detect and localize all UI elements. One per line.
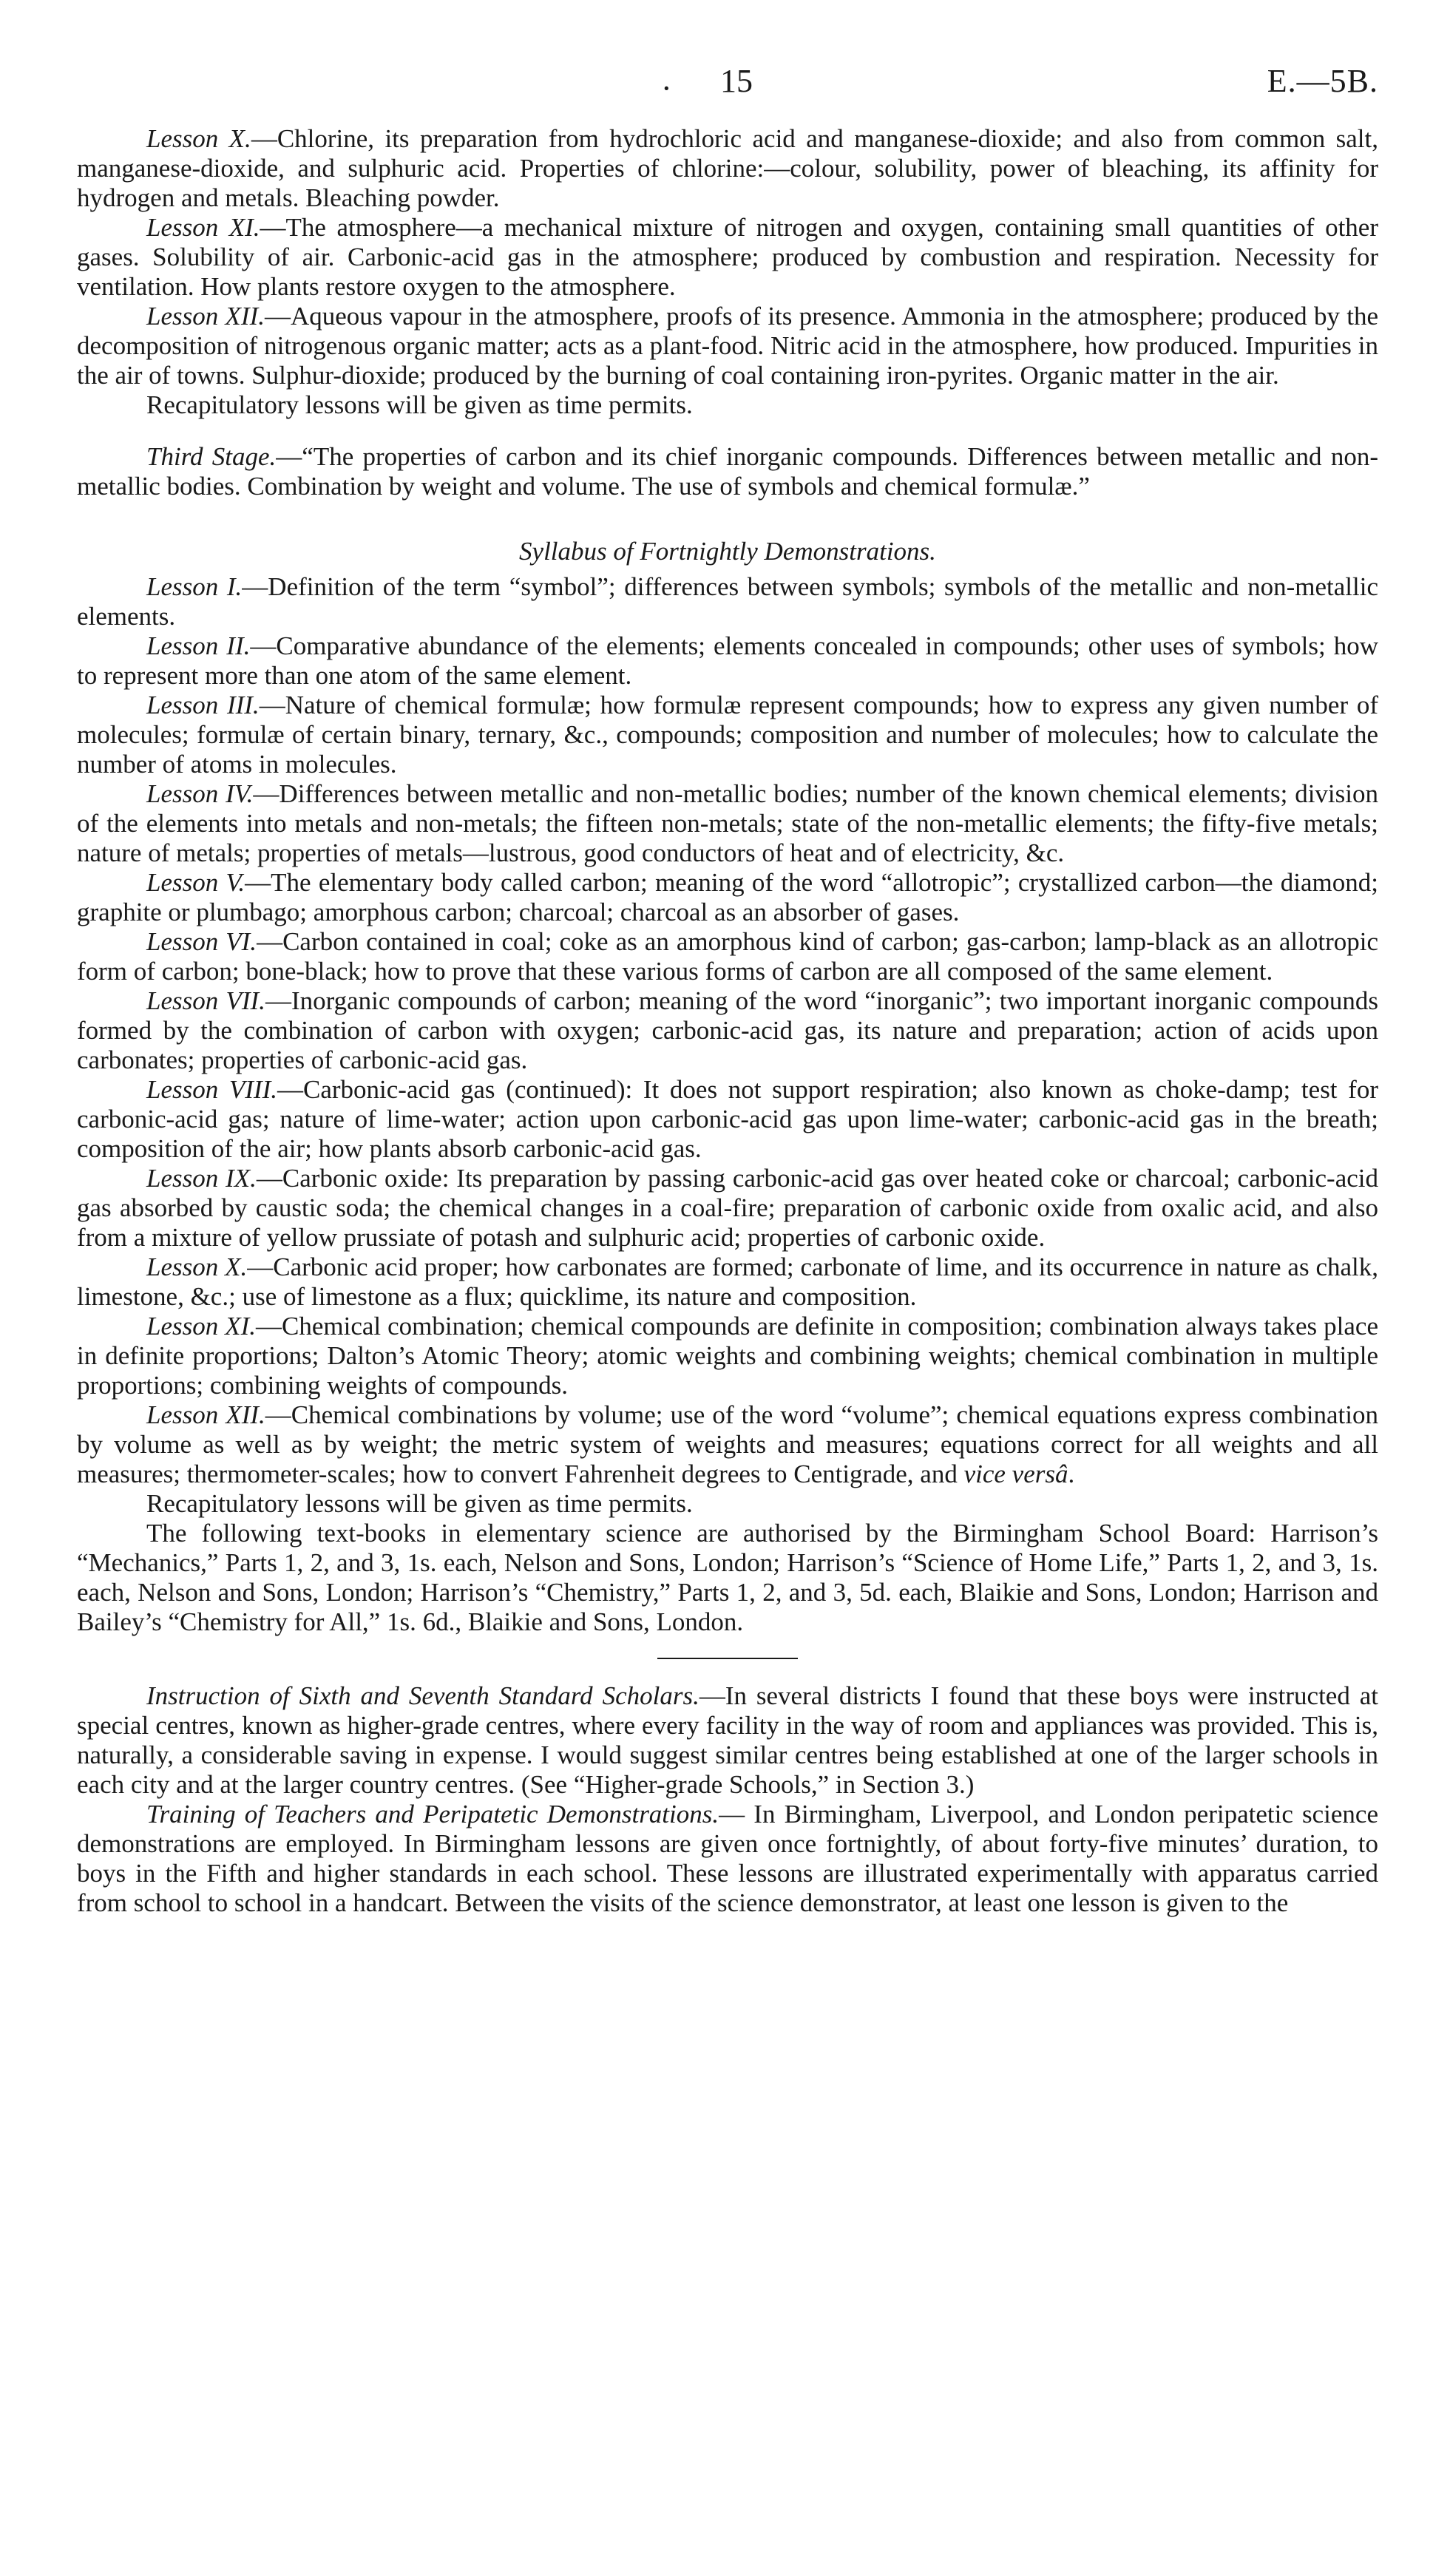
page-header	[77, 62, 1378, 124]
lesson-text: —Differences between metallic and non-metallic bodies; number of the known chemical elements; division of the elements into metals and non-metals; the fifteen non-metals; state of the non-metallic elements; the fifty-five metals; nature of metals; properties of metals—lustrous, good conductors of heat and of electricity, &c.	[77, 779, 1378, 867]
paragraph-lesson-11-atmosphere	[77, 213, 1378, 302]
lesson-label: Lesson X.	[146, 1253, 248, 1281]
spacer	[77, 501, 1378, 537]
lesson-label: Lesson XI.	[146, 213, 260, 242]
paragraph-recapitulatory-2	[77, 1489, 1378, 1519]
paragraph-lesson-7	[77, 986, 1378, 1075]
lesson-label: Lesson IV.	[146, 779, 254, 808]
lesson-italic-tail: vice versâ	[963, 1460, 1068, 1488]
lesson-text: —Inorganic compounds of carbon; meaning of the word “inorganic”; two important inorganic compounds formed by the combination of carbon with oxygen; carbonic-acid gas, its nature and preparation; action of acids upon carbonates; properties of carbonic-acid gas.	[77, 986, 1378, 1074]
section-text: —In several districts I found that these boys were instructed at special centres, known as higher-grade centres, where every facility in the way of room and appliances was provided. This is, naturally, a considerable saving in expense. I would suggest similar centres being established at one of the larger schools in each city and at the larger country centres. (See “Higher-grade Schools,” in Section 3.)	[77, 1681, 1378, 1799]
paragraph-lesson-2	[77, 631, 1378, 691]
lesson-text: —Comparative abundance of the elements; elements concealed in compounds; other uses of symbols; how to represent more than one atom of the same element.	[77, 631, 1378, 690]
lesson-label: Lesson VI.	[146, 927, 257, 956]
paragraph-lesson-6	[77, 927, 1378, 986]
lesson-label: Lesson IX.	[146, 1164, 257, 1193]
lesson-label: Lesson XI.	[146, 1312, 257, 1340]
lesson-text: —Carbonic-acid gas (continued): It does not support respiration; also known as choke-damp; test for carbonic-acid gas; nature of lime-water; action upon carbonic-acid gas upon lime-water; carbonic-acid gas in the breath; composition of the air; how plants absorb carbonic-acid gas.	[77, 1075, 1378, 1163]
paragraph-lesson-1	[77, 572, 1378, 631]
lesson-text: —Definition of the term “symbol”; differences between symbols; symbols of the metallic and non-metallic elements.	[77, 572, 1378, 631]
lesson-label: Lesson VIII.	[146, 1075, 277, 1104]
lesson-label: Lesson V.	[146, 868, 245, 897]
lesson-text: —The elementary body called carbon; meaning of the word “allotropic”; crystallized carbon—the diamond; graphite or plumbago; amorphous carbon; charcoal; charcoal as an absorber of gases.	[77, 868, 1378, 926]
paragraph-third-stage	[77, 442, 1378, 501]
lesson-text: —Nature of chemical formulæ; how formulæ represent compounds; how to express any given number of molecules; formulæ of certain binary, ternary, &c., compounds; composition and number of molecules; how to calculate the number of atoms in molecules.	[77, 691, 1378, 779]
section-label: Training of Teachers and Peripatetic Demonstrations.	[146, 1800, 719, 1828]
lesson-text: —Carbonic acid proper; how carbonates are formed; carbonate of lime, and its occurrence in nature as chalk, limestone, &c.; use of limestone as a flux; quicklime, its nature and composition.	[77, 1253, 1378, 1311]
document-page	[77, 62, 1378, 1918]
document-reference: E.—5B.	[1267, 63, 1378, 99]
lesson-label: Lesson I.	[146, 572, 243, 601]
paragraph-text: Recapitulatory lessons will be given as time permits.	[146, 390, 693, 419]
paragraph-training-of-teachers	[77, 1800, 1378, 1918]
paragraph-lesson-12	[77, 1400, 1378, 1489]
lesson-label: Lesson XII.	[146, 302, 265, 331]
lesson-text: —Chemical combinations by volume; use of the word “volume”; chemical equations express combination by volume as well as by weight; the metric system of weights and measures; equations correct for all weights and all measures; thermometer-scales; how to convert Fahrenheit degrees to Centigrade, and	[77, 1400, 1378, 1488]
paragraph-sixth-seventh-standard	[77, 1681, 1378, 1800]
section-text: — In Birmingham, Liverpool, and London peripatetic science demonstrations are employed. In Birmingham lessons are given once fortnightly, of about forty-five minutes’ duration, to boys in the Fifth and higher standards in each school. These lessons are illustrated experimentally with apparatus carried from school to school in a handcart. Between the visits of the science demonstrator, at least one lesson is given to the	[77, 1800, 1378, 1917]
lesson-text: —Carbon contained in coal; coke as an amorphous kind of carbon; gas-carbon; lamp-black as an allotropic form of carbon; bone-black; how to prove that these various forms of carbon are all composed of the same element.	[77, 927, 1378, 986]
lesson-label: Lesson II.	[146, 631, 251, 660]
lesson-text: —Aqueous vapour in the atmosphere, proofs of its presence. Ammonia in the atmosphere; produced by the decomposition of nitrogenous organic matter; acts as a plant-food. Nitric acid in the atmosphere, how produced. Impurities in the air of towns. Sulphur-dioxide; produced by the burning of coal containing iron-pyrites. Organic matter in the air.	[77, 302, 1378, 390]
lesson-label: Lesson VII.	[146, 986, 265, 1015]
section-divider	[657, 1658, 798, 1659]
page-number: 15	[720, 63, 753, 99]
paragraph-lesson-10	[77, 1253, 1378, 1312]
lesson-text: —Chemical combination; chemical compounds are definite in composition; combination always takes place in definite proportions; Dalton’s Atomic Theory; atomic weights and combining weights; chemical combination in multiple proportions; combining weights of compounds.	[77, 1312, 1378, 1400]
third-stage-label: Third Stage.	[146, 442, 277, 471]
lesson-label: Lesson X.	[146, 124, 251, 153]
paragraph-lesson-4	[77, 779, 1378, 868]
lesson-label: Lesson III.	[146, 691, 260, 719]
lesson-end: .	[1068, 1460, 1075, 1488]
section-label: Instruction of Sixth and Seventh Standard Scholars.	[146, 1681, 699, 1710]
paragraph-text-books	[77, 1519, 1378, 1637]
paragraph-lesson-5	[77, 868, 1378, 927]
lesson-label: Lesson XII.	[146, 1400, 265, 1429]
paragraph-lesson-11	[77, 1312, 1378, 1400]
paragraph-lesson-8	[77, 1075, 1378, 1164]
paragraph-lesson-10-chlorine	[77, 124, 1378, 213]
paragraph-lesson-9	[77, 1164, 1378, 1253]
lesson-text: —Chlorine, its preparation from hydrochloric acid and manganese-dioxide; and also from common salt, manganese-dioxide, and sulphuric acid. Properties of chlorine:—colour, solubility, power of bleaching, its affinity for hydrogen and metals. Bleaching powder.	[77, 124, 1378, 212]
paragraph-text: The following text-books in elementary science are authorised by the Birmingham School Board: Harrison’s “Mechanics,” Parts 1, 2, and 3, 1s. each, Nelson and Sons, London; Harrison’s “Science of Home Life,” Parts 1, 2, and 3, 1s. each, Nelson and Sons, London; Harrison’s “Chemistry,” Parts 1, 2, and 3, 5d. each, Blaikie and Sons, London; Harrison and Bailey’s “Chemistry for All,” 1s. 6d., Blaikie and Sons, London.	[77, 1519, 1378, 1636]
paragraph-text: Recapitulatory lessons will be given as time permits.	[146, 1489, 693, 1518]
paragraph-lesson-3	[77, 691, 1378, 779]
paragraph-lesson-12-aqueous-vapour	[77, 302, 1378, 390]
lesson-text: —Carbonic oxide: Its preparation by passing carbonic-acid gas over heated coke or charcoal; carbonic-acid gas absorbed by caustic soda; the chemical changes in a coal-fire; preparation of carbonic oxide from oxalic acid, and also from a mixture of yellow prussiate of potash and sulphuric acid; properties of carbonic oxide.	[77, 1164, 1378, 1252]
third-stage-text: —“The properties of carbon and its chief inorganic compounds. Differences between metallic and non-metallic bodies. Combination by weight and volume. The use of symbols and chemical formulæ.”	[77, 442, 1378, 501]
spacer	[77, 420, 1378, 442]
paragraph-recapitulatory	[77, 390, 1378, 420]
header-dot: ·	[661, 70, 672, 106]
lesson-text: —The atmosphere—a mechanical mixture of nitrogen and oxygen, containing small quantities of other gases. Solubility of air. Carbonic-acid gas in the atmosphere; produced by combustion and respiration. Necessity for ventilation. How plants restore oxygen to the atmosphere.	[77, 213, 1378, 301]
syllabus-heading: Syllabus of Fortnightly Demonstrations.	[519, 537, 936, 566]
